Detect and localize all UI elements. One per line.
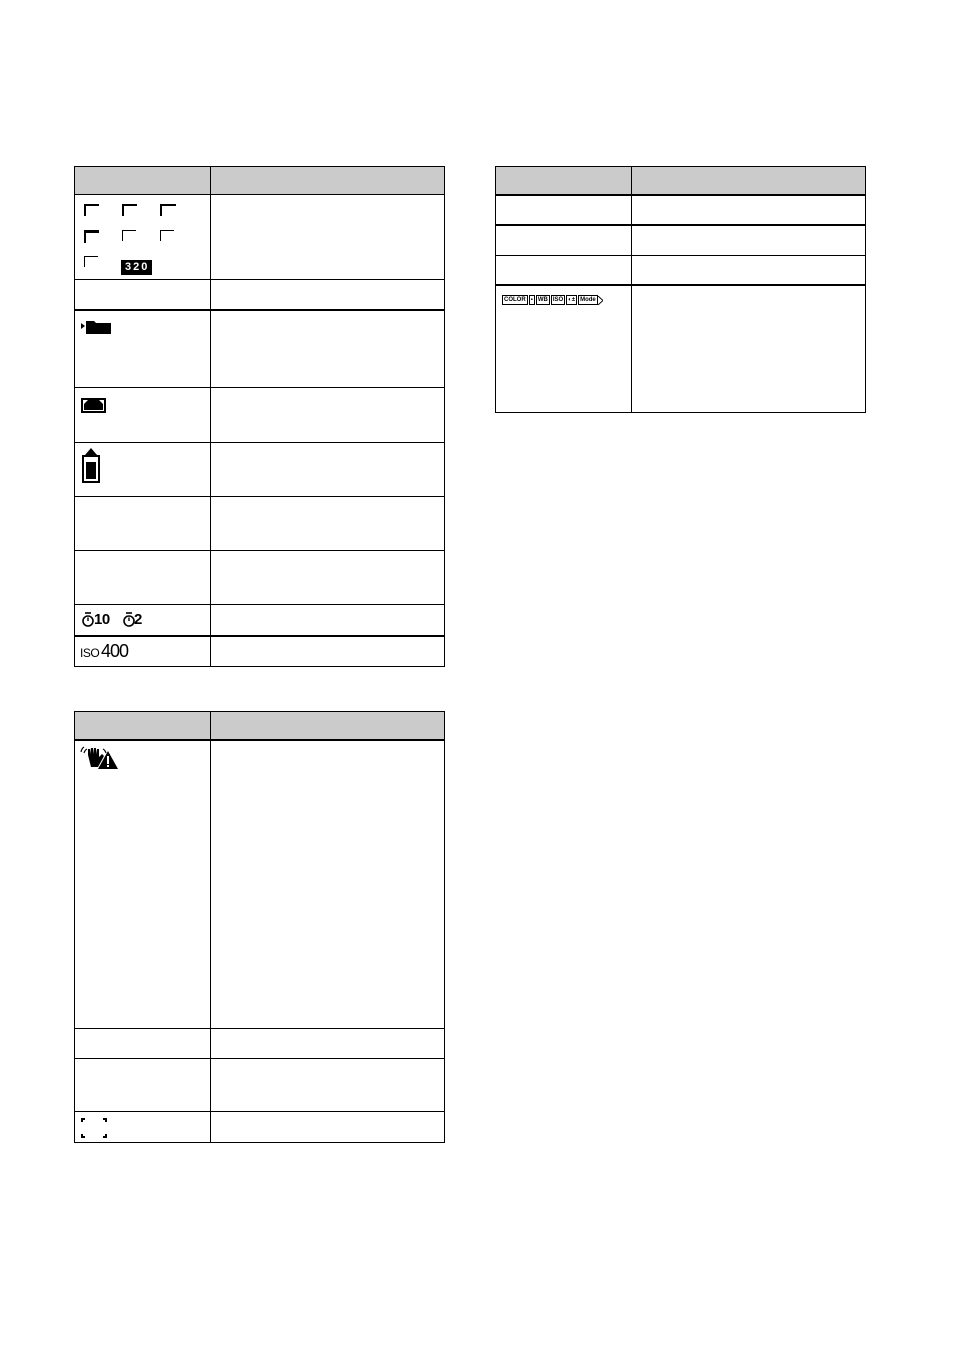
row-icon-cell: [75, 550, 211, 604]
self-timer-2-label: 2: [134, 610, 142, 628]
iso-menu-icon: ISO: [552, 297, 564, 303]
row-icon-cell: [496, 285, 632, 413]
row-icon-cell: [75, 387, 211, 442]
table-row: [75, 1029, 445, 1059]
self-timer-10-label: 10: [94, 610, 110, 628]
metering-mode-icon: ▪: [530, 297, 533, 303]
self-timer-icons: [75, 605, 210, 635]
table-row: [75, 604, 445, 636]
row-text-cell: [211, 550, 445, 604]
row-text-cell: [211, 310, 445, 388]
row-text-cell: [632, 195, 866, 225]
iso-value: 400: [101, 640, 129, 661]
table-row: [75, 1112, 445, 1143]
image-size-icon: [122, 230, 136, 241]
table-row: [75, 387, 445, 442]
table-row: [496, 285, 866, 413]
table-row: [75, 496, 445, 550]
camera-shake-warning-icon: [80, 745, 120, 771]
iso-prefix: ISO: [80, 645, 100, 660]
table-row: [75, 310, 445, 388]
row-text-cell: [211, 1112, 445, 1143]
table-row: [75, 195, 445, 280]
row-text-cell: [211, 1029, 445, 1059]
table-c: [495, 166, 866, 413]
row-text-cell: [211, 442, 445, 496]
header-cell-display: [496, 167, 632, 196]
row-icon-cell: [75, 636, 211, 667]
row-text-cell: [211, 387, 445, 442]
menu-arrow-icon: [598, 296, 603, 305]
table-row: [75, 1059, 445, 1112]
table-row: [496, 195, 866, 225]
row-text-cell: [211, 496, 445, 550]
table-row: [496, 225, 866, 255]
header-cell-indication: [211, 167, 445, 195]
exposure-icon: ◐±: [568, 297, 576, 303]
table-row: [75, 550, 445, 604]
table-row: [75, 740, 445, 1029]
table-row: [75, 280, 445, 310]
af-range-finder-frame-icon: [81, 1118, 107, 1138]
row-icon-cell: [75, 1029, 211, 1059]
row-icon-cell: [75, 604, 211, 636]
image-size-icons: [75, 195, 210, 279]
table-row: [75, 636, 445, 667]
table-b: [74, 711, 445, 1143]
self-timer-icon: [82, 612, 94, 628]
header-cell-display: [75, 712, 211, 741]
table-row: [496, 255, 866, 285]
row-icon-cell: [75, 442, 211, 496]
row-icon-cell: [75, 280, 211, 310]
row-icon-cell: [496, 195, 632, 225]
recording-folder-icon: [81, 394, 107, 414]
menu-bar-icons: [502, 295, 603, 305]
row-text-cell: [632, 255, 866, 285]
mode-icon: Mode: [580, 297, 596, 303]
row-icon-cell: [75, 195, 211, 280]
white-balance-icon: WB: [537, 297, 548, 303]
row-icon-cell: [75, 740, 211, 1029]
row-icon-cell: [75, 1059, 211, 1112]
row-text-cell: [211, 280, 445, 310]
image-size-icon: [160, 230, 174, 241]
table-a: [74, 166, 445, 667]
image-size-320-badge: 320: [121, 260, 152, 275]
movie-folder-icon: [81, 319, 113, 335]
memory-card-icon: [81, 447, 101, 483]
table-header-row: [496, 167, 866, 196]
header-cell-indication: [632, 167, 866, 196]
row-text-cell: [211, 1059, 445, 1112]
table-header-row: [75, 712, 445, 741]
image-size-icon: [160, 204, 176, 216]
row-text-cell: [211, 740, 445, 1029]
row-text-cell: [211, 195, 445, 280]
header-cell-indication: [211, 712, 445, 741]
color-mode-icon: COLOR: [504, 297, 526, 303]
row-text-cell: [211, 604, 445, 636]
row-text-cell: [632, 225, 866, 255]
row-icon-cell: [496, 225, 632, 255]
header-cell-display: [75, 167, 211, 195]
row-icon-cell: [75, 1112, 211, 1143]
image-size-icon: [122, 204, 137, 216]
image-size-icon: [84, 256, 98, 267]
row-icon-cell: [75, 496, 211, 550]
table-header-row: [75, 167, 445, 195]
table-row: [75, 442, 445, 496]
row-icon-cell: [75, 310, 211, 388]
image-size-icon: [84, 204, 99, 216]
row-text-cell: [632, 285, 866, 413]
iso-icon: [75, 637, 210, 666]
row-icon-cell: [496, 255, 632, 285]
row-text-cell: [211, 636, 445, 667]
image-size-icon: [84, 230, 99, 243]
